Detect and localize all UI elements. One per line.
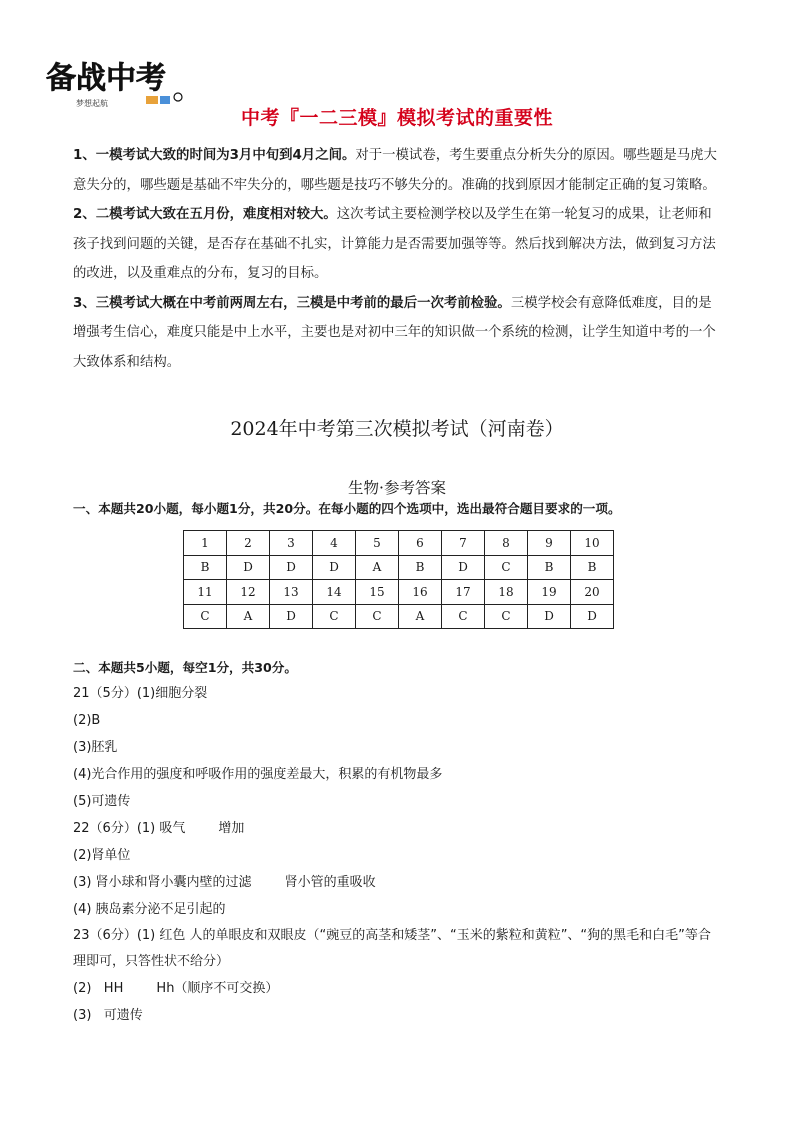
answer-cell: C — [356, 604, 399, 629]
answer-line: (5)可遗传 — [73, 794, 131, 809]
question-number-cell: 2 — [227, 531, 270, 556]
answer-cell: D — [270, 555, 313, 580]
answer-cell: A — [399, 604, 442, 629]
question-number-cell: 3 — [270, 531, 313, 556]
answer-line: (3)胚乳 — [73, 740, 118, 755]
answer-line: (2) HH Hh（顺序不可交换） — [73, 981, 279, 996]
table-row — [184, 555, 614, 580]
answer-cell: D — [442, 555, 485, 580]
intro-text: 这次考试主要检测学校以及学生在第一轮复习的成果，让老师和孩子找到问题的关键，是否存在基础不扎实，计算能力是否需要加强等等。然后找到解决方法，做到复习方法的改进，以及重难点的分布，复习的目标。 — [73, 207, 716, 281]
question-number-cell: 7 — [442, 531, 485, 556]
answer-table — [183, 530, 614, 629]
question-number-cell: 8 — [485, 531, 528, 556]
question-number-cell: 11 — [184, 580, 227, 605]
answer-cell: B — [399, 555, 442, 580]
answer-line: 23（6分）(1) 红色 人的单眼皮和双眼皮（“豌豆的高茎和矮茎”、“玉米的紫粒和黄粒”、“狗的黑毛和白毛”等合理即可，只答性状不给分） — [73, 928, 711, 969]
logo-text: 备战中考 — [46, 61, 166, 96]
answer-cell: C — [442, 604, 485, 629]
question-number-cell: 16 — [399, 580, 442, 605]
answer-cell: C — [485, 555, 528, 580]
answer-cell: D — [227, 555, 270, 580]
question-number-cell: 5 — [356, 531, 399, 556]
answer-line: (2)B — [73, 713, 101, 728]
answer-cell: A — [227, 604, 270, 629]
answer-cell: C — [313, 604, 356, 629]
answer-line: (4) 胰岛素分泌不足引起的 — [73, 902, 226, 917]
intro-text: 对于一模试卷，考生要重点分析失分的原因。哪些题是马虎大意失分的，哪些题是基础不牢失分的，哪些题是技巧不够失分的。准确的找到原因才能制定正确的复习策略。 — [73, 148, 717, 193]
intro-paragraph — [73, 141, 723, 200]
answer-list — [73, 680, 723, 1029]
intro-paragraph — [73, 200, 723, 289]
intro-section — [73, 141, 723, 377]
answer-cell: B — [528, 555, 571, 580]
table-row — [184, 604, 614, 629]
section2-heading: 二、本题共5小题，每空1分，共30分。 — [73, 660, 297, 675]
answer-line: (3) 可遗传 — [73, 1008, 143, 1023]
question-number-cell: 6 — [399, 531, 442, 556]
subject-title: 生物·参考答案 — [348, 479, 446, 497]
brand-logo — [44, 52, 194, 110]
answer-cell: D — [528, 604, 571, 629]
intro-paragraph — [73, 289, 723, 378]
smile-icon — [174, 93, 182, 101]
question-number-cell: 10 — [571, 531, 614, 556]
answer-line: (3) 肾小球和肾小囊内壁的过滤 肾小管的重吸收 — [73, 875, 376, 890]
logo-subtext: 梦想起航 — [76, 99, 108, 108]
question-number-cell: 4 — [313, 531, 356, 556]
answer-cell: C — [184, 604, 227, 629]
question-number-cell: 9 — [528, 531, 571, 556]
answer-cell: C — [485, 604, 528, 629]
intro-text: 三模学校会有意降低难度，目的是增强考生信心，难度只能是中上水平，主要也是对初中三年的知识做一个系统的检测，让学生知道中考的一个大致体系和结构。 — [73, 295, 716, 370]
intro-bold: 3、三模考试大概在中考前两周左右，三模是中考前的最后一次考前检验。 — [73, 295, 511, 311]
answer-line: 21（5分）(1)细胞分裂 — [73, 686, 208, 701]
question-number-cell: 14 — [313, 580, 356, 605]
question-number-cell: 17 — [442, 580, 485, 605]
table-row — [184, 531, 614, 556]
intro-bold: 1、一模考试大致的时间为3月中旬到4月之间。 — [73, 148, 356, 163]
page-title: 中考『一二三模』模拟考试的重要性 — [240, 107, 553, 129]
question-number-cell: 19 — [528, 580, 571, 605]
answer-line: (4)光合作用的强度和呼吸作用的强度差最大，积累的有机物最多 — [73, 767, 443, 782]
answer-cell: D — [270, 604, 313, 629]
table-row — [184, 580, 614, 605]
question-number-cell: 20 — [571, 580, 614, 605]
question-number-cell: 13 — [270, 580, 313, 605]
section1-heading: 一、本题共20小题，每小题1分，共20分。在每小题的四个选项中，选出最符合题目要求的一项。 — [73, 501, 621, 516]
answer-cell: D — [313, 555, 356, 580]
answer-line: 22（6分）(1) 吸气 增加 — [73, 821, 245, 836]
question-number-cell: 12 — [227, 580, 270, 605]
exam-title: 2024年中考第三次模拟考试（河南卷） — [230, 418, 564, 440]
question-number-cell: 1 — [184, 531, 227, 556]
answer-line: (2)肾单位 — [73, 848, 131, 863]
question-number-cell: 18 — [485, 580, 528, 605]
answer-cell: B — [571, 555, 614, 580]
intro-bold: 2、二模考试大致在五月份，难度相对较大。 — [73, 207, 337, 222]
answer-cell: D — [571, 604, 614, 629]
question-number-cell: 15 — [356, 580, 399, 605]
answer-cell: A — [356, 555, 399, 580]
answer-cell: B — [184, 555, 227, 580]
